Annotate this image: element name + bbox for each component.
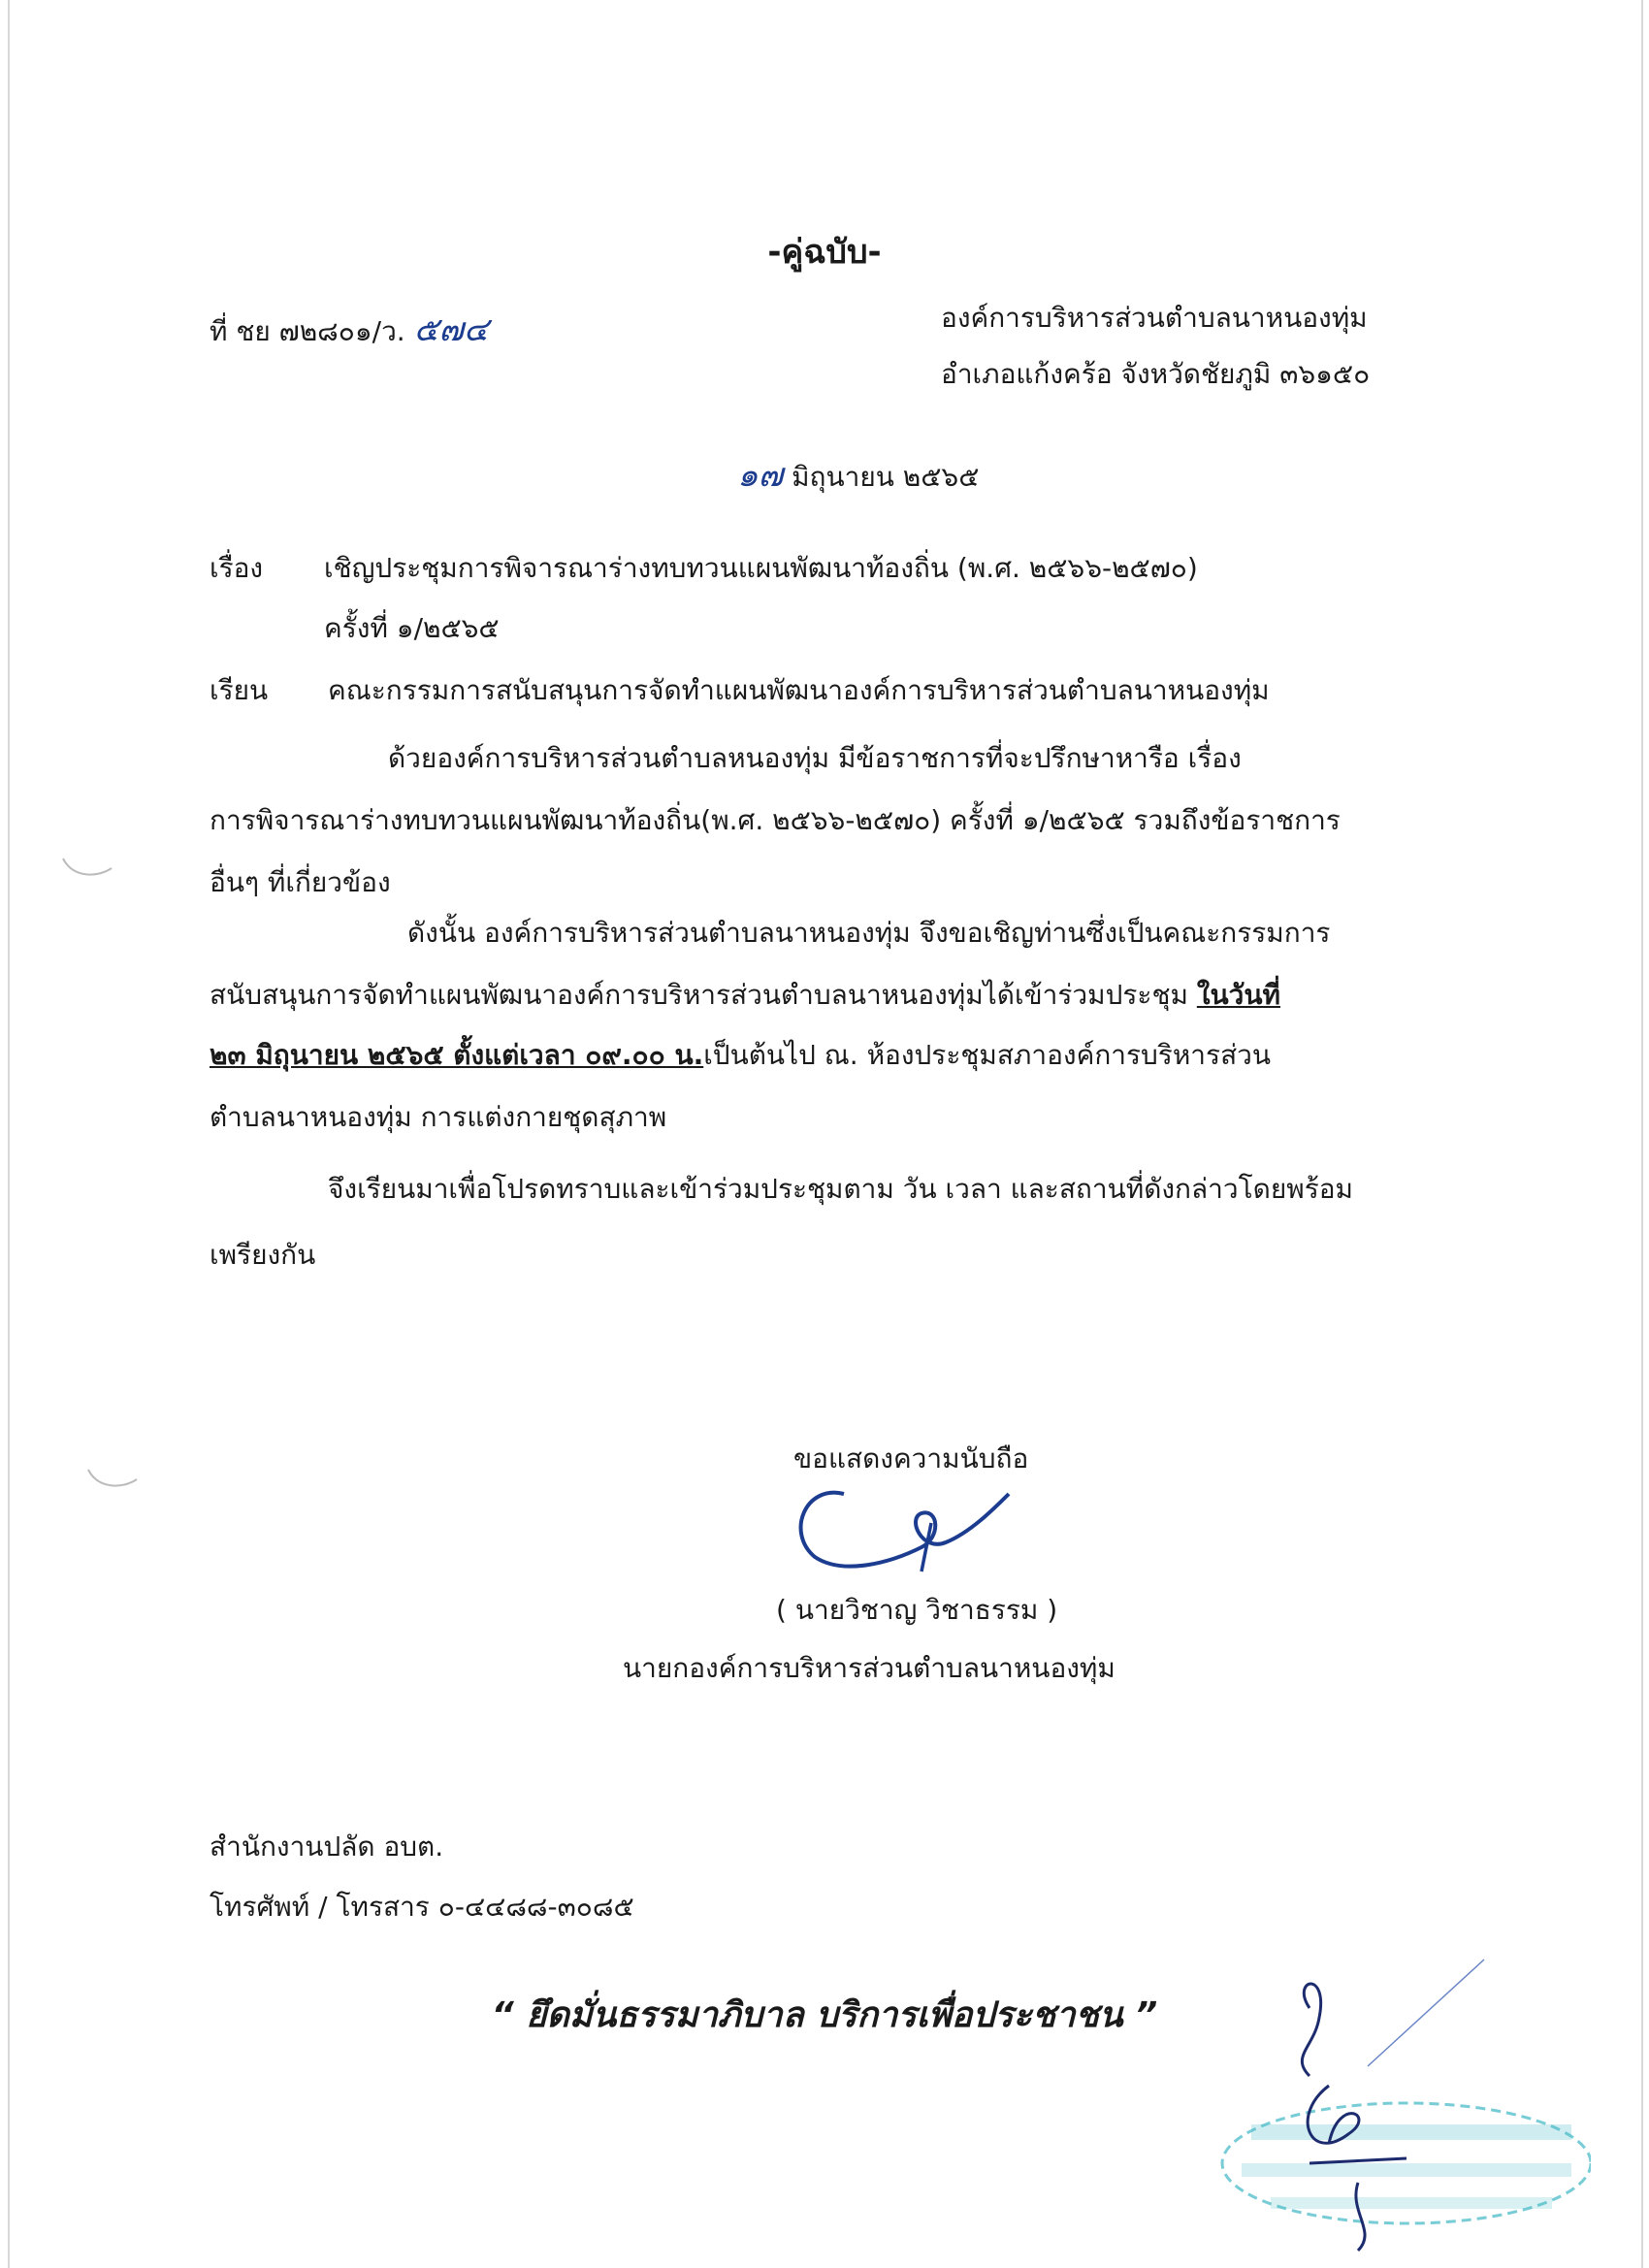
org-name: องค์การบริหารส่วนตำบลนาหนองทุ่ม xyxy=(941,302,1368,334)
meeting-datetime: ๒๓ มิถุนายน ๒๕๖๕ ตั้งแต่เวลา ๐๙.๐๐ น. xyxy=(210,1039,704,1071)
scan-edge-right xyxy=(1641,0,1643,2268)
document-date xyxy=(737,456,979,497)
motto: “ ยึดมั่นธรรมาภิบาล บริการเพื่อประชาชน ” xyxy=(491,1995,1158,2035)
body-p2-line-4: ตำบลนาหนองทุ่ม การแต่งกายชุดสุภาพ xyxy=(210,1101,667,1133)
body-p2-line-2-text: สนับสนุนการจัดทำแผนพัฒนาองค์การบริหารส่วนตำบลนาหนองทุ่มได้เข้าร่วมประชุม xyxy=(210,979,1197,1011)
recipient-text: คณะกรรมการสนับสนุนการจัดทำแผนพัฒนาองค์การบริหารส่วนตำบลนาหนองทุ่ม xyxy=(328,674,1270,706)
body-p2-line-3 xyxy=(210,1036,1271,1075)
body-p3-line-1: จึงเรียนมาเพื่อโปรดทราบและเข้าร่วมประชุมตาม วัน เวลา และสถานที่ดังกล่าวโดยพร้อม xyxy=(328,1173,1354,1205)
subject-line-1: เชิญประชุมการพิจารณาร่างทบทวนแผนพัฒนาท้องถิ่น (พ.ศ. ๒๕๖๖-๒๕๗๐) xyxy=(324,552,1198,584)
binder-hole-mark-top xyxy=(58,854,116,883)
initials-mark xyxy=(1251,1950,1542,2260)
body-p1-line-1: ด้วยองค์การบริหารส่วนตำบลหนองทุ่ม มีข้อราชการที่จะปรึกษาหารือ เรื่อง xyxy=(388,742,1242,774)
document-number-handwritten: ๕๗๔ xyxy=(413,310,489,349)
footer-phone: โทรศัพท์ / โทรสาร ๐-๔๔๘๘-๓๐๘๕ xyxy=(210,1891,634,1923)
body-p2-line-2 xyxy=(210,976,1280,1015)
meeting-date-intro: ในวันที่ xyxy=(1196,979,1280,1011)
body-p1-line-2: การพิจารณาร่างทบทวนแผนพัฒนาท้องถิ่น(พ.ศ. ๒๕๖๖-๒๕๗๐) ครั้งที่ ๑/๒๕๖๕ รวมถึงข้อราชการ xyxy=(210,804,1341,836)
body-p3-line-2: เพรียงกัน xyxy=(210,1239,316,1271)
body-p2-line-1: ดังนั้น องค์การบริหารส่วนตำบลนาหนองทุ่ม จึงขอเชิญท่านซึ่งเป็นคณะกรรมการ xyxy=(407,917,1331,949)
signer-position: นายกองค์การบริหารส่วนตำบลนาหนองทุ่ม xyxy=(623,1652,1116,1684)
closing-text: ขอแสดงความนับถือ xyxy=(793,1442,1029,1474)
body-p1-line-3: อื่นๆ ที่เกี่ยวข้อง xyxy=(210,866,391,898)
footer-office: สำนักงานปลัด อบต. xyxy=(210,1831,444,1863)
subject-label: เรื่อง xyxy=(210,552,264,584)
body-p2-line-3-text: เป็นต้นไป ณ. ห้องประชุมสภาองค์การบริหารส่วน xyxy=(703,1039,1272,1071)
org-address: อำเภอแก้งคร้อ จังหวัดชัยภูมิ ๓๖๑๕๐ xyxy=(941,358,1371,390)
subject-line-2: ครั้งที่ ๑/๒๕๖๕ xyxy=(324,612,500,644)
binder-hole-mark-bottom xyxy=(83,1465,142,1494)
recipient-label: เรียน xyxy=(210,674,269,706)
date-month-year: มิถุนายน ๒๕๖๕ xyxy=(792,461,980,493)
signer-name: ( นายวิชาญ วิชาธรรม ) xyxy=(776,1594,1058,1626)
document-number-prefix: ที่ ชย ๗๒๘๐๑/ว. xyxy=(210,315,405,347)
document-number xyxy=(210,310,489,351)
document-title: -คู่ฉบับ- xyxy=(767,233,882,272)
date-day-handwritten: ๑๗ xyxy=(737,456,784,495)
scan-edge-left xyxy=(8,0,10,2268)
signature-mark xyxy=(776,1465,1028,1581)
